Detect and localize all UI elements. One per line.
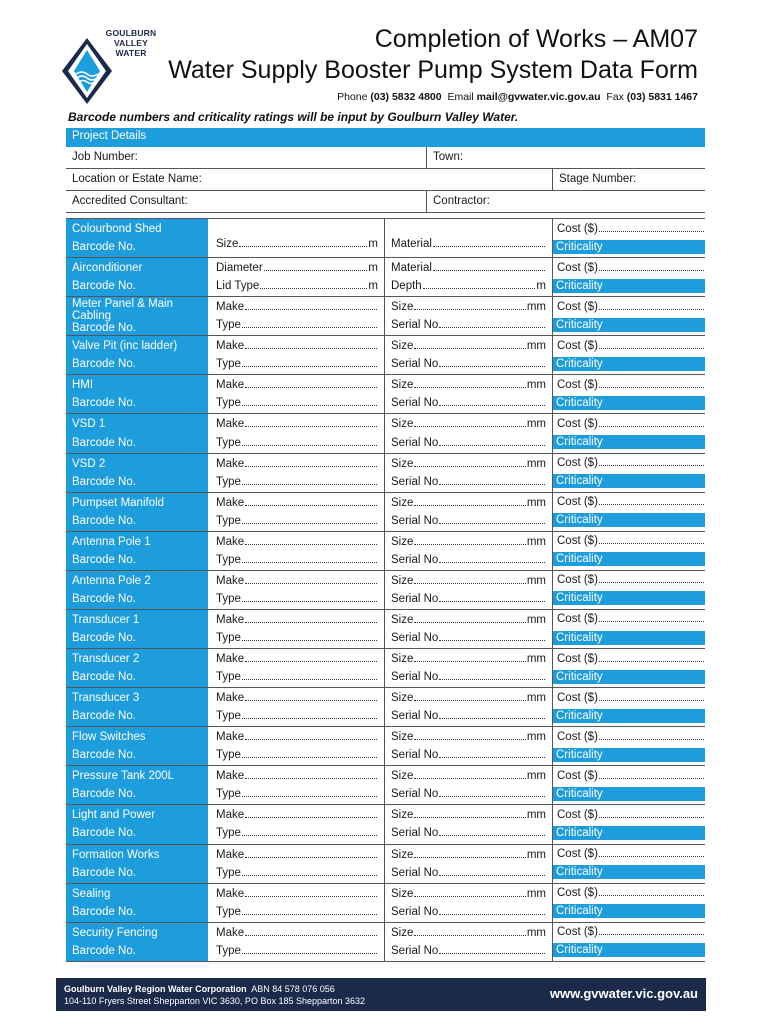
criticality-field: Criticality [553,474,705,488]
cost-cell [553,766,705,804]
type-field[interactable]: Type [216,397,378,409]
cost-cell [553,727,705,765]
size-field[interactable]: Size m [216,238,378,251]
type-field[interactable]: Type [216,358,378,370]
location-field[interactable]: Location or Estate Name: [66,169,553,190]
spec-cell-2 [385,532,553,570]
criticality-field: Criticality [553,748,705,762]
asset-label-cell [66,845,208,883]
table-row [66,258,705,297]
asset-label-cell [66,610,208,648]
contractor-field[interactable]: Contractor: [433,195,490,207]
size-field[interactable]: Size mm [391,887,546,900]
cost-field[interactable]: Cost ($) [557,653,705,665]
asset-name: Security Fencing [72,926,158,939]
serial-field[interactable]: Serial No [391,671,546,683]
lid-type-field[interactable]: Lid Type m [216,280,378,293]
asset-label-cell [66,649,208,687]
asset-label-cell [66,923,208,961]
asset-label-cell [66,375,208,413]
type-field[interactable]: Type [216,437,378,449]
spec-cell-2 [385,610,553,648]
asset-name: VSD 1 [72,418,106,431]
type-field[interactable]: Type [216,593,378,605]
cost-cell [553,688,705,726]
footer-abn: ABN 84 578 076 056 [251,984,335,994]
cost-field[interactable]: Cost ($) [557,731,705,743]
spec-cell-2 [385,688,553,726]
size-field[interactable]: Size mm [391,770,546,783]
spec-cell-2 [385,923,553,961]
cost-field[interactable]: Cost ($) [557,262,705,274]
asset-name: Meter Panel & Main Cabling [72,298,173,323]
table-row [66,766,705,805]
stage-number-field[interactable]: Stage Number: [559,173,637,185]
website-link[interactable]: www.gvwater.vic.gov.au [549,986,698,1001]
size-field[interactable]: Size mm [391,379,546,392]
make-field[interactable]: Make [216,575,378,587]
spec-cell-1 [208,688,385,726]
spec-cell-1 [208,297,385,335]
spec-cell-2 [385,571,553,609]
cost-field[interactable]: Cost ($) [557,418,705,430]
serial-field[interactable]: Serial No [391,749,546,761]
table-row [66,219,705,258]
footer [56,978,706,1011]
barcode-label: Barcode No. [72,905,136,918]
table-row [66,610,705,649]
cost-field[interactable]: Cost ($) [557,223,705,235]
cost-cell [553,805,705,843]
type-field[interactable]: Type [216,515,378,527]
cost-field[interactable]: Cost ($) [557,887,705,899]
table-row [66,649,705,688]
size-field[interactable]: Size mm [391,496,546,509]
size-field[interactable]: Size mm [391,809,546,822]
make-field[interactable]: Make [216,340,378,352]
barcode-label: Barcode No. [72,322,136,335]
size-field[interactable]: Size mm [391,457,546,470]
criticality-field: Criticality [553,631,705,645]
serial-field[interactable]: Serial No [391,476,546,488]
type-field[interactable]: Type [216,788,378,800]
spec-cell-1 [208,258,385,296]
barcode-label: Barcode No. [72,553,136,566]
asset-label-cell [66,727,208,765]
criticality-field: Criticality [553,435,705,449]
serial-field[interactable]: Serial No [391,710,546,722]
diameter-field[interactable]: Diameter m [216,262,378,275]
make-field[interactable]: Make [216,458,378,470]
spec-cell-2 [385,297,553,335]
barcode-label: Barcode No. [72,514,136,527]
serial-field[interactable]: Serial No [391,867,546,879]
cost-field[interactable]: Cost ($) [557,457,705,469]
make-field[interactable]: Make [216,301,378,313]
serial-field[interactable]: Serial No [391,515,546,527]
asset-label-cell [66,766,208,804]
criticality-field: Criticality [553,357,705,371]
table-row [66,688,705,727]
cost-field[interactable]: Cost ($) [557,535,705,547]
asset-name: VSD 2 [72,457,106,470]
barcode-label: Barcode No. [72,710,136,723]
serial-field[interactable]: Serial No [391,397,546,409]
asset-label-cell [66,571,208,609]
make-field[interactable]: Make [216,379,378,391]
footer-org: Goulburn Valley Region Water Corporation [64,984,247,994]
barcode-label: Barcode No. [72,944,136,957]
criticality-field: Criticality [553,279,705,293]
asset-name: Transducer 3 [72,692,140,705]
cost-field[interactable]: Cost ($) [557,379,705,391]
criticality-field: Criticality [553,787,705,801]
make-field[interactable]: Make [216,770,378,782]
table-row [66,571,705,610]
criticality-field: Criticality [553,865,705,879]
criticality-field: Criticality [553,709,705,723]
size-field[interactable]: Size mm [391,418,546,431]
criticality-field: Criticality [553,552,705,566]
asset-name: HMI [72,379,94,392]
asset-label-cell [66,258,208,296]
asset-table [66,218,705,962]
cost-field[interactable]: Cost ($) [557,926,705,938]
table-row [66,727,705,766]
serial-field[interactable]: Serial No [391,358,546,370]
consultant-field[interactable]: Accredited Consultant: [66,191,427,212]
size-field[interactable]: Size mm [391,926,546,939]
cost-cell [553,923,705,961]
asset-label-cell [66,532,208,570]
spec-cell-2 [385,375,553,413]
spec-cell-2 [385,884,553,922]
table-row [66,297,705,336]
logo-wordmark: GOULBURN VALLEY WATER [105,28,157,58]
make-field[interactable]: Make [216,731,378,743]
asset-name: Flow Switches [72,731,146,744]
serial-field[interactable]: Serial No [391,593,546,605]
barcode-label: Barcode No. [72,241,136,254]
barcode-label: Barcode No. [72,358,136,371]
make-field[interactable]: Make [216,497,378,509]
criticality-field: Criticality [553,318,705,332]
make-field[interactable]: Make [216,418,378,430]
footer-address: 104-110 Fryers Street Shepparton VIC 3630, PO Box 185 Shepparton 3632 [64,996,366,1006]
asset-label-cell [66,884,208,922]
spec-cell-2 [385,727,553,765]
asset-name: Transducer 1 [72,613,140,626]
make-field[interactable]: Make [216,536,378,548]
table-row [66,375,705,414]
asset-name: Transducer 2 [72,653,140,666]
barcode-label: Barcode No. [72,671,136,684]
spec-cell-2 [385,336,553,374]
spec-cell-2 [385,649,553,687]
barcode-label: Barcode No. [72,592,136,605]
spec-cell-1 [208,649,385,687]
asset-name: Sealing [72,887,111,900]
type-field[interactable]: Type [216,710,378,722]
asset-name: Colourbond Shed [72,223,162,236]
size-field[interactable]: Size mm [391,301,546,314]
spec-cell-1 [208,845,385,883]
make-field[interactable]: Make [216,614,378,626]
cost-cell [553,336,705,374]
serial-field[interactable]: Serial No [391,945,546,957]
spec-cell-1 [208,766,385,804]
asset-label-cell [66,297,208,335]
barcode-label: Barcode No. [72,436,136,449]
criticality-field: Criticality [553,591,705,605]
cost-cell [553,219,705,257]
type-field[interactable]: Type [216,671,378,683]
asset-name: Pressure Tank 200L [72,770,175,783]
serial-field[interactable]: Serial No [391,319,546,331]
depth-field[interactable]: Depth m [391,280,546,293]
table-row [66,532,705,571]
cost-cell [553,532,705,570]
size-field[interactable]: Size mm [391,574,546,587]
spec-cell-1 [208,454,385,492]
barcode-label: Barcode No. [72,788,136,801]
spec-cell-1 [208,610,385,648]
cost-cell [553,571,705,609]
cost-cell [553,375,705,413]
cost-cell [553,493,705,531]
cost-cell [553,297,705,335]
table-row [66,923,705,962]
criticality-field: Criticality [553,670,705,684]
spec-cell-2 [385,845,553,883]
spec-cell-1 [208,884,385,922]
asset-name: Pumpset Manifold [72,496,165,509]
size-field[interactable]: Size mm [391,613,546,626]
cost-cell [553,845,705,883]
size-field[interactable]: Size mm [391,731,546,744]
barcode-label: Barcode No. [72,397,136,410]
make-field[interactable]: Make [216,849,378,861]
size-field[interactable]: Size mm [391,848,546,861]
town-field[interactable]: Town: [433,151,464,163]
criticality-field: Criticality [553,240,705,254]
notice-text: Barcode numbers and criticality ratings will be input by Goulburn Valley Water. [68,110,519,124]
spec-cell-2 [385,805,553,843]
make-field[interactable]: Make [216,653,378,665]
barcode-label: Barcode No. [72,475,136,488]
size-field[interactable]: Size mm [391,692,546,705]
spec-cell-2 [385,219,553,257]
asset-label-cell [66,805,208,843]
type-field[interactable]: Type [216,554,378,566]
type-field[interactable]: Type [216,476,378,488]
cost-field[interactable]: Cost ($) [557,848,705,860]
criticality-field: Criticality [553,943,705,957]
project-details-header: Project Details [66,128,705,147]
asset-name: Antenna Pole 2 [72,574,151,587]
cost-field[interactable]: Cost ($) [557,770,705,782]
cost-field[interactable]: Cost ($) [557,809,705,821]
asset-name: Formation Works [72,848,160,861]
cost-cell [553,454,705,492]
spec-cell-1 [208,571,385,609]
make-field[interactable]: Make [216,888,378,900]
contact-line: Phone (03) 5832 4800 Email mail@gvwater.vic.gov.au Fax (03) 5831 1467 [337,91,698,103]
spec-cell-1 [208,923,385,961]
asset-name: Light and Power [72,809,156,822]
asset-name: Valve Pit (inc ladder) [72,340,178,353]
serial-field[interactable]: Serial No [391,906,546,918]
cost-field[interactable]: Cost ($) [557,692,705,704]
cost-field[interactable]: Cost ($) [557,496,705,508]
spec-cell-1 [208,532,385,570]
table-row [66,414,705,453]
serial-field[interactable]: Serial No [391,632,546,644]
cost-field[interactable]: Cost ($) [557,340,705,352]
job-number-field[interactable]: Job Number: [66,147,427,168]
asset-label-cell [66,414,208,452]
serial-field[interactable]: Serial No [391,827,546,839]
cost-cell [553,610,705,648]
barcode-label: Barcode No. [72,866,136,879]
spec-cell-1 [208,805,385,843]
spec-cell-1 [208,219,385,257]
table-row [66,845,705,884]
size-field[interactable]: Size mm [391,653,546,666]
make-field[interactable]: Make [216,927,378,939]
table-row [66,493,705,532]
table-row [66,884,705,923]
barcode-label: Barcode No. [72,827,136,840]
type-field[interactable]: Type [216,632,378,644]
asset-label-cell [66,219,208,257]
criticality-field: Criticality [553,904,705,918]
table-row [66,454,705,493]
table-row [66,336,705,375]
barcode-label: Barcode No. [72,280,136,293]
asset-name: Antenna Pole 1 [72,535,151,548]
type-field[interactable]: Type [216,867,378,879]
asset-name: Airconditioner [72,262,143,275]
type-field[interactable]: Type [216,749,378,761]
size-field[interactable]: Size mm [391,535,546,548]
size-field[interactable]: Size mm [391,340,546,353]
barcode-label: Barcode No. [72,632,136,644]
cost-cell [553,414,705,452]
spec-cell-2 [385,414,553,452]
cost-field[interactable]: Cost ($) [557,574,705,586]
asset-label-cell [66,493,208,531]
table-row [66,805,705,844]
serial-field[interactable]: Serial No [391,788,546,800]
cost-field[interactable]: Cost ($) [557,301,705,313]
spec-cell-2 [385,766,553,804]
criticality-field: Criticality [553,396,705,410]
spec-cell-1 [208,375,385,413]
cost-cell [553,258,705,296]
asset-label-cell [66,688,208,726]
spec-cell-1 [208,336,385,374]
spec-cell-2 [385,493,553,531]
material-field[interactable]: Material [391,262,546,274]
gvw-logo [62,24,162,114]
spec-cell-1 [208,414,385,452]
serial-field[interactable]: Serial No [391,437,546,449]
type-field[interactable]: Type [216,945,378,957]
criticality-field: Criticality [553,513,705,527]
spec-cell-2 [385,454,553,492]
make-field[interactable]: Make [216,692,378,704]
cost-cell [553,884,705,922]
type-field[interactable]: Type [216,319,378,331]
type-field[interactable]: Type [216,827,378,839]
make-field[interactable]: Make [216,809,378,821]
cost-field[interactable]: Cost ($) [557,613,705,625]
spec-cell-1 [208,727,385,765]
project-details [66,128,705,213]
asset-label-cell [66,454,208,492]
barcode-label: Barcode No. [72,749,136,762]
spec-cell-1 [208,493,385,531]
serial-field[interactable]: Serial No [391,554,546,566]
criticality-field: Criticality [553,826,705,840]
type-field[interactable]: Type [216,906,378,918]
material-field[interactable]: Material [391,238,546,250]
cost-cell [553,649,705,687]
asset-label-cell [66,336,208,374]
page-title: Completion of Works – AM07 Water Supply Booster Pump System Data Form [168,25,698,84]
spec-cell-2 [385,258,553,296]
